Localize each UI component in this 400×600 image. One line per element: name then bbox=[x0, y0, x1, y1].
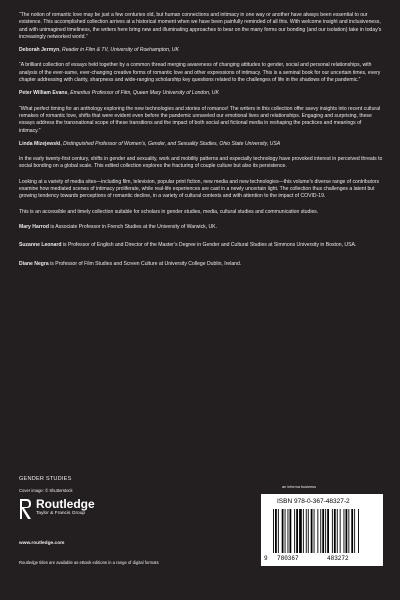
barcode-digits-right: 483272 bbox=[327, 555, 349, 562]
review-quote: “What perfect timing for an anthology exploring the new technologies and stories of romance! The writers in this collection offer savvy insights into recent cultural remakes of romantic love, shifts that were evident even before the pandemic unraveled our emotional lives and relationships. Engaging and surprising, these essays address the transnational scope of these transitions and the impact of both social and fictional media in reshaping the practices and meanings of intimacy.” bbox=[19, 105, 381, 134]
isbn-barcode bbox=[261, 494, 383, 566]
publisher-name: Routledge bbox=[36, 497, 95, 511]
routledge-r-icon bbox=[19, 498, 33, 520]
barcode-digit-prefix: 9 bbox=[264, 555, 268, 562]
barcode-digits-left: 780367 bbox=[277, 555, 299, 562]
review-attribution: Peter William Evans, Emeritus Professor of Film, Queen Mary University of London, UK bbox=[19, 90, 219, 97]
review-attribution: Deborah Jermyn, Reader in Film & TV, University of Roehampton, UK bbox=[19, 47, 179, 54]
description-paragraph: This is an accessible and timely collection suitable for scholars in gender studies, media, cultural studies and communication studies. bbox=[19, 208, 319, 215]
review-2 bbox=[19, 62, 383, 97]
subject-label: GENDER STUDIES bbox=[19, 476, 72, 482]
review-1 bbox=[19, 12, 383, 54]
cover-credit: Cover image: © Shutterstock bbox=[19, 488, 73, 493]
review-3 bbox=[19, 106, 383, 148]
editor-bio: Mary Harrod is Associate Professor in French Studies at the University of Warwick, UK. bbox=[19, 223, 217, 230]
publisher-subtitle: Taylor & Francis Group bbox=[36, 511, 86, 516]
review-quote: “The notion of romantic love may be just a few centuries old, but human connections and intimacy in one way or another have always been essential to our existence. This accomplished collection arrives at a historical moment when we have been painfully reminded of all this. With welcome insight and inclusiveness, and with unimagined timeliness, the writers here bring new and illuminating approaches to bear on the many forms our bonding (and our isolation) take in today’s increasingly networked world.” bbox=[19, 12, 382, 40]
publisher-website: www.routledge.com bbox=[19, 541, 65, 546]
ebook-note: Routledge titles are available as eBook editions in a range of digital formats bbox=[19, 560, 159, 565]
barcode-icon bbox=[267, 509, 379, 553]
editor-bio: Suzanne Leonard is Professor of English and Director of the Master’s Degree in Gender and Cultural Studies at Simmons University in Boston, USA. bbox=[19, 242, 357, 249]
review-quote: “A brilliant collection of essays held together by a common thread merging awareness of changing attitudes to gender, social and personal relationships, with analysis of the ever-same, ever-changing creative forms of romantic love and other expressions of intimacy. This is a seminal book for our uncertain times, every chapter addressing with clarity, sharpness and wide-ranging scholarship key questions related to the challenges of life in the shadows of the pandemic.” bbox=[19, 62, 381, 84]
cover-footer bbox=[19, 476, 383, 594]
review-attribution: Linda Mizejewski, Distinguished Professor of Women’s, Gender, and Sexuality Studies, Ohio State University, USA bbox=[19, 140, 281, 147]
editor-bio: Diane Negra is Professor of Film Studies and Screen Culture at University College Dublin, Ireland. bbox=[19, 260, 242, 267]
back-cover-text bbox=[19, 12, 383, 279]
description-paragraph: In the early twenty-first century, shifts in gender and sexuality, work and mobility patterns and especially technology have provoked interest in perceived threats to social bonding on a global scale. This edited collection explores the fracturing of couple culture but also its persistence. bbox=[19, 156, 383, 170]
description-paragraph: Looking at a variety of media sites—including film, television, popular print fiction, new media and new technologies—this volume’s diverse range of contributors examine how mediated scenes of intimacy proliferate, while real-life experiences are cast in a newly uncertain light. The collection thus challenges a latent but growing tendency towards perceptions of romantic decline, in a variety of cultural contexts and with attention to the impact of COVID-19. bbox=[19, 178, 380, 200]
informa-note: an informa business bbox=[282, 485, 316, 489]
publisher-logo bbox=[19, 498, 129, 538]
isbn-text: ISBN 978-0-367-48327-2 bbox=[277, 498, 350, 505]
